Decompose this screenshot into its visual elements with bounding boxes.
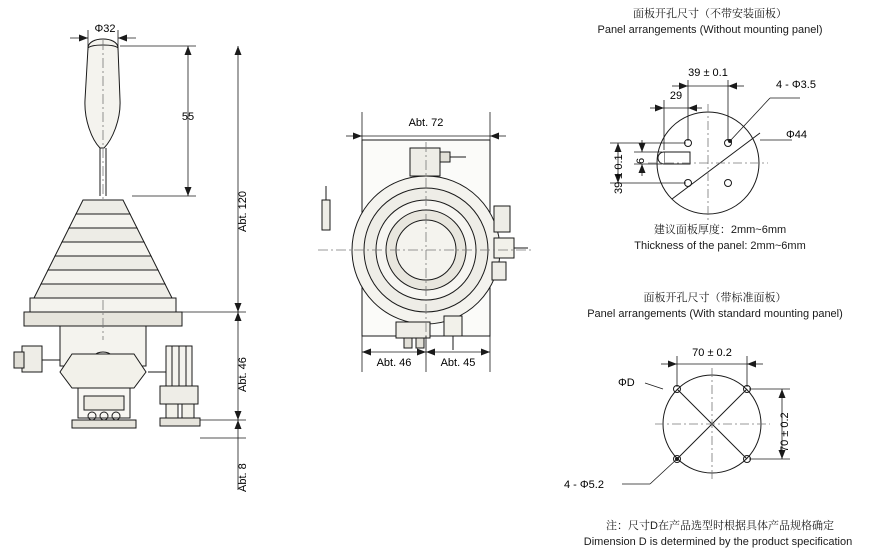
panel-with-mounting-figure — [622, 375, 761, 484]
panel-without-heading-en: Panel arrangements (Without mounting panel) — [597, 24, 823, 36]
panel-with-dim-holes-label: 4 - Φ5.2 — [564, 479, 604, 491]
left-elevation-view — [14, 39, 200, 428]
dim-middle-right-depth-label: Abt. 45 — [440, 357, 476, 369]
panel-without-mounting-figure — [657, 98, 800, 214]
middle-section-view — [322, 140, 528, 350]
dim-middle-left-depth-label: Abt. 46 — [376, 357, 412, 369]
panel-without-dim-horizontal-label: 39 ± 0.1 — [688, 67, 728, 79]
panel-without-dim-circle-label: Φ44 — [786, 129, 808, 141]
dim-body-height-label: Abt. 46 — [237, 357, 249, 392]
panel-with-dim-vertical-label: 70 ± 0.2 — [779, 412, 791, 452]
panel-without-dim-inner-label: 29 — [669, 90, 683, 102]
panel-without-dim-slot-label: 6 — [635, 157, 647, 164]
panel-with-dim-diameter-label: ΦD — [618, 377, 635, 389]
panel-thickness-note-cn: 建议面板厚度：2mm~6mm — [653, 224, 787, 236]
panel-with-dim-horizontal-label: 70 ± 0.2 — [692, 347, 732, 359]
dim-total-height-label: Abt. 120 — [237, 191, 249, 232]
panel-with-heading-en: Panel arrangements (With standard mounting panel) — [587, 308, 843, 320]
panel-thickness-note-en: Thickness of the panel: 2mm~6mm — [634, 240, 806, 252]
dim-top-diameter-label: Φ32 — [94, 23, 116, 35]
panel-with-heading-cn: 面板开孔尺寸（带标准面板） — [643, 292, 787, 304]
dim-middle-width-label: Abt. 72 — [408, 117, 444, 129]
panel-without-dim-holes-label: 4 - Φ3.5 — [776, 79, 816, 91]
dimension-d-note-cn: 注：尺寸D在产品选型时根据具体产品规格确定 — [606, 520, 834, 532]
dim-handle-height-label: 55 — [181, 111, 195, 123]
dimension-d-note-en: Dimension D is determined by the product specification — [583, 536, 853, 548]
panel-without-heading-cn: 面板开孔尺寸（不带安装面板） — [633, 8, 787, 20]
panel-without-dim-vertical-label: 39 ± 0.1 — [613, 154, 625, 194]
dim-base-height-label: Abt. 8 — [237, 463, 249, 492]
